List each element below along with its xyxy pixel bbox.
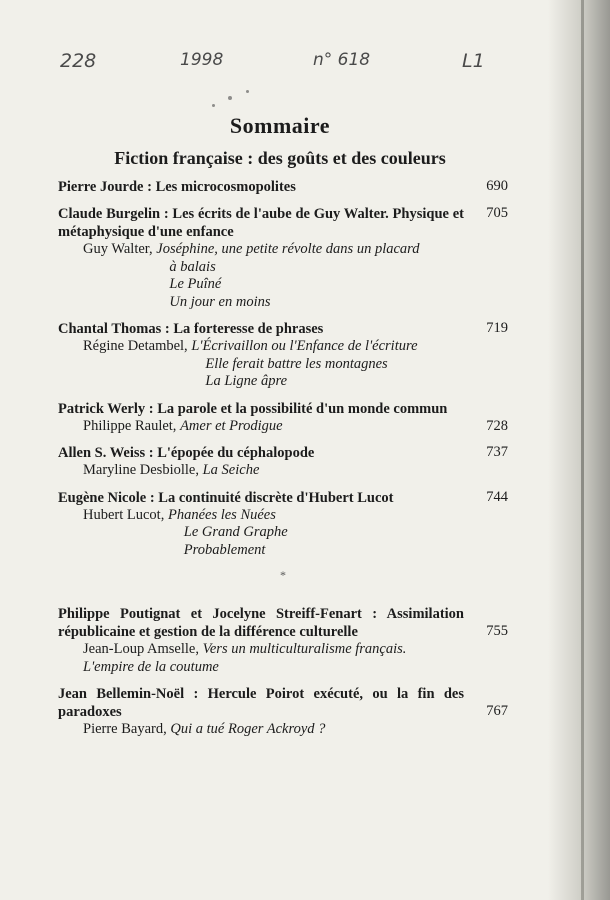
toc-entry-heading: Jean Bellemin-Noël : Hercule Poirot exécuté, ou la fin des paradoxes bbox=[58, 686, 464, 720]
reviewed-title: L'Écrivaillon ou l'Enfance de l'écriture bbox=[191, 338, 418, 354]
toc-page-number: 705 bbox=[486, 205, 508, 221]
reviewed-work-line bbox=[83, 338, 508, 356]
reviewed-work-line bbox=[83, 462, 508, 480]
toc-reviewed-works bbox=[58, 507, 508, 560]
toc-page-number: 744 bbox=[486, 488, 508, 505]
toc-entry-heading: Pierre Jourde : Les microcosmopolites bbox=[58, 179, 296, 195]
reviewed-title: Elle ferait battre les montagnes bbox=[205, 355, 388, 372]
reviewed-title: Le Grand Graphe bbox=[183, 524, 288, 540]
reviewed-author: Jean-Loup Amselle, bbox=[83, 641, 203, 657]
toc-entry-heading: Philippe Poutignat et Jocelyne Streiff-Fenart : Assimilation républicaine et gestion de la différence culturelle bbox=[58, 606, 464, 640]
handwritten-year: 1998 bbox=[180, 50, 224, 70]
reviewed-work-line bbox=[83, 507, 508, 525]
toc-page-number: 728 bbox=[486, 417, 508, 434]
binding-spine bbox=[581, 0, 584, 900]
toc-reviewed-works bbox=[58, 338, 508, 391]
reviewed-author: Guy Walter, bbox=[83, 241, 157, 257]
ink-speck bbox=[228, 96, 232, 100]
ink-speck bbox=[246, 90, 249, 93]
reviewed-title: Qui a tué Roger Ackroyd ? bbox=[170, 721, 326, 737]
toc-reviewed-works bbox=[58, 641, 508, 676]
toc-entry-heading: Eugène Nicole : La continuité discrète d'Hubert Lucot bbox=[58, 489, 394, 506]
reviewed-work-line bbox=[83, 721, 508, 739]
toc-reviewed-works bbox=[58, 418, 508, 436]
separator-asterisk: * bbox=[280, 568, 286, 582]
toc-entry bbox=[58, 605, 508, 676]
toc-entry bbox=[58, 685, 508, 739]
toc-entry bbox=[58, 400, 508, 436]
reviewed-work-line bbox=[83, 241, 508, 259]
toc-page-number: 767 bbox=[486, 703, 508, 719]
reviewed-title: Vers un multiculturalisme français. bbox=[202, 641, 407, 657]
reviewed-title: La Seiche bbox=[202, 462, 260, 478]
toc-page-number: 719 bbox=[486, 320, 508, 336]
reviewed-author: Philippe Raulet, bbox=[83, 417, 181, 434]
handwritten-ref: 228 bbox=[60, 50, 97, 72]
reviewed-title: à balais bbox=[169, 258, 216, 275]
toc-entry bbox=[58, 444, 508, 480]
toc-entry bbox=[58, 320, 508, 391]
toc-entry-heading: Chantal Thomas : La forteresse de phrases bbox=[58, 321, 324, 337]
reviewed-work-line bbox=[83, 418, 508, 436]
section-title: Fiction française : des goûts et des couleurs bbox=[114, 148, 446, 168]
toc-page-number: 755 bbox=[486, 623, 508, 639]
page-title: Sommaire bbox=[229, 113, 331, 138]
handwritten-issue: n° 618 bbox=[313, 50, 371, 70]
reviewed-title: Le Puîné bbox=[169, 276, 222, 292]
toc-entry bbox=[58, 205, 508, 311]
reviewed-title: Joséphine, une petite révolte dans un placard bbox=[156, 241, 420, 257]
reviewed-author: Maryline Desbiolle, bbox=[83, 462, 203, 478]
reviewed-author: Pierre Bayard, bbox=[83, 721, 171, 737]
reviewed-title: Phanées les Nuées bbox=[167, 506, 276, 523]
handwritten-code: L1 bbox=[462, 50, 485, 72]
reviewed-title: Amer et Prodigue bbox=[180, 417, 283, 434]
reviewed-author: Hubert Lucot, bbox=[83, 506, 168, 523]
ink-speck bbox=[212, 104, 215, 107]
toc-page-number: 737 bbox=[486, 444, 508, 460]
reviewed-title: La Ligne âpre bbox=[205, 373, 288, 389]
table-of-contents bbox=[58, 178, 508, 748]
toc-page-number: 690 bbox=[486, 178, 508, 194]
toc-entry-heading: Claude Burgelin : Les écrits de l'aube de Guy Walter. Physique et métaphysique d'une enfance bbox=[58, 206, 464, 240]
toc-reviewed-works bbox=[58, 721, 508, 739]
toc-entry-heading: Allen S. Weiss : L'épopée du céphalopode bbox=[58, 445, 315, 461]
toc-entry bbox=[58, 489, 508, 560]
reviewed-title: Un jour en moins bbox=[169, 293, 271, 310]
reviewed-title: L'empire de la coutume bbox=[83, 658, 219, 675]
toc-entry bbox=[58, 178, 508, 196]
toc-reviewed-works bbox=[58, 241, 508, 311]
reviewed-title: Probablement bbox=[183, 541, 266, 558]
reviewed-work-line bbox=[83, 641, 508, 659]
toc-reviewed-works bbox=[58, 462, 508, 480]
toc-entry-heading: Patrick Werly : La parole et la possibilité d'un monde commun bbox=[58, 400, 448, 417]
reviewed-author: Régine Detambel, bbox=[83, 338, 192, 354]
